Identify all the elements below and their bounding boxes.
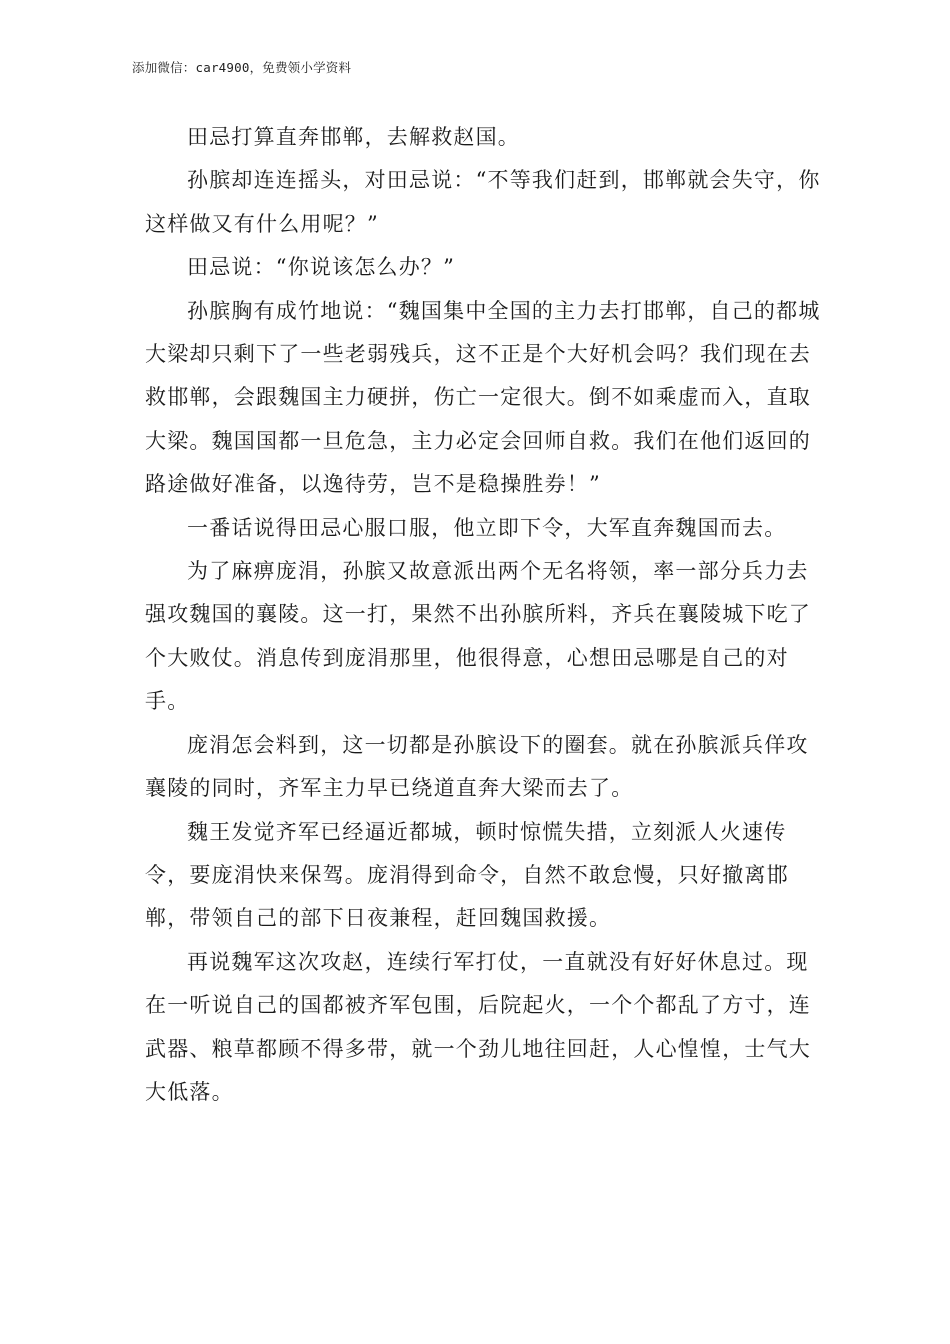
paragraph: 再说魏军这次攻赵，连续行军打仗，一直就没有好好休息过。现在一听说自己的国都被齐军包围，后院起火，一个个都乱了方寸，连武器、粮草都顾不得多带，就一个劲儿地往回赶，人心惶惶，士气大大低落。 — [145, 949, 811, 1104]
paragraph: 孙膑胸有成竹地说：“魏国集中全国的主力去打邯郸，自己的都城大梁却只剩下了一些老弱残兵，这不正是个大好机会吗？我们现在去救邯郸，会跟魏国主力硬拼，伤亡一定很大。倒不如乘虚而入，直取大梁。魏国国都一旦危急，主力必定会回师自救。我们在他们返回的路途做好准备，以逸待劳，岂不是稳操胜券！” — [145, 298, 821, 497]
paragraph: 田忌打算直奔邯郸，去解救赵国。 — [187, 125, 520, 149]
document-body — [145, 116, 825, 1114]
paragraph: 魏王发觉齐军已经逼近都城，顿时惊慌失措，立刻派人火速传令，要庞涓快来保驾。庞涓得到命令，自然不敢怠慢，只好撤离邯郸，带领自己的部下日夜兼程，赶回魏国救援。 — [145, 819, 789, 931]
paragraph: 田忌说：“你说该怎么办？” — [187, 255, 456, 280]
paragraph: 一番话说得田忌心服口服，他立即下令，大军直奔魏国而去。 — [187, 515, 787, 540]
paragraph: 为了麻痹庞涓，孙膑又故意派出两个无名将领，率一部分兵力去强攻魏国的襄陵。这一打，果然不出孙膑所料，齐兵在襄陵城下吃了个大败仗。消息传到庞涓那里，他很得意，心想田忌哪是自己的对手。 — [145, 559, 811, 714]
header-note: 添加微信：car4900，免费领小学资料 — [132, 60, 352, 75]
paragraph: 孙膑却连连摇头，对田忌说：“不等我们赶到，邯郸就会失守，你这样做又有什么用呢？” — [145, 168, 821, 236]
paragraph: 庞涓怎会料到，这一切都是孙膑设下的圈套。就在孙膑派兵佯攻襄陵的同时，齐军主力早已绕道直奔大梁而去了。 — [145, 732, 809, 801]
